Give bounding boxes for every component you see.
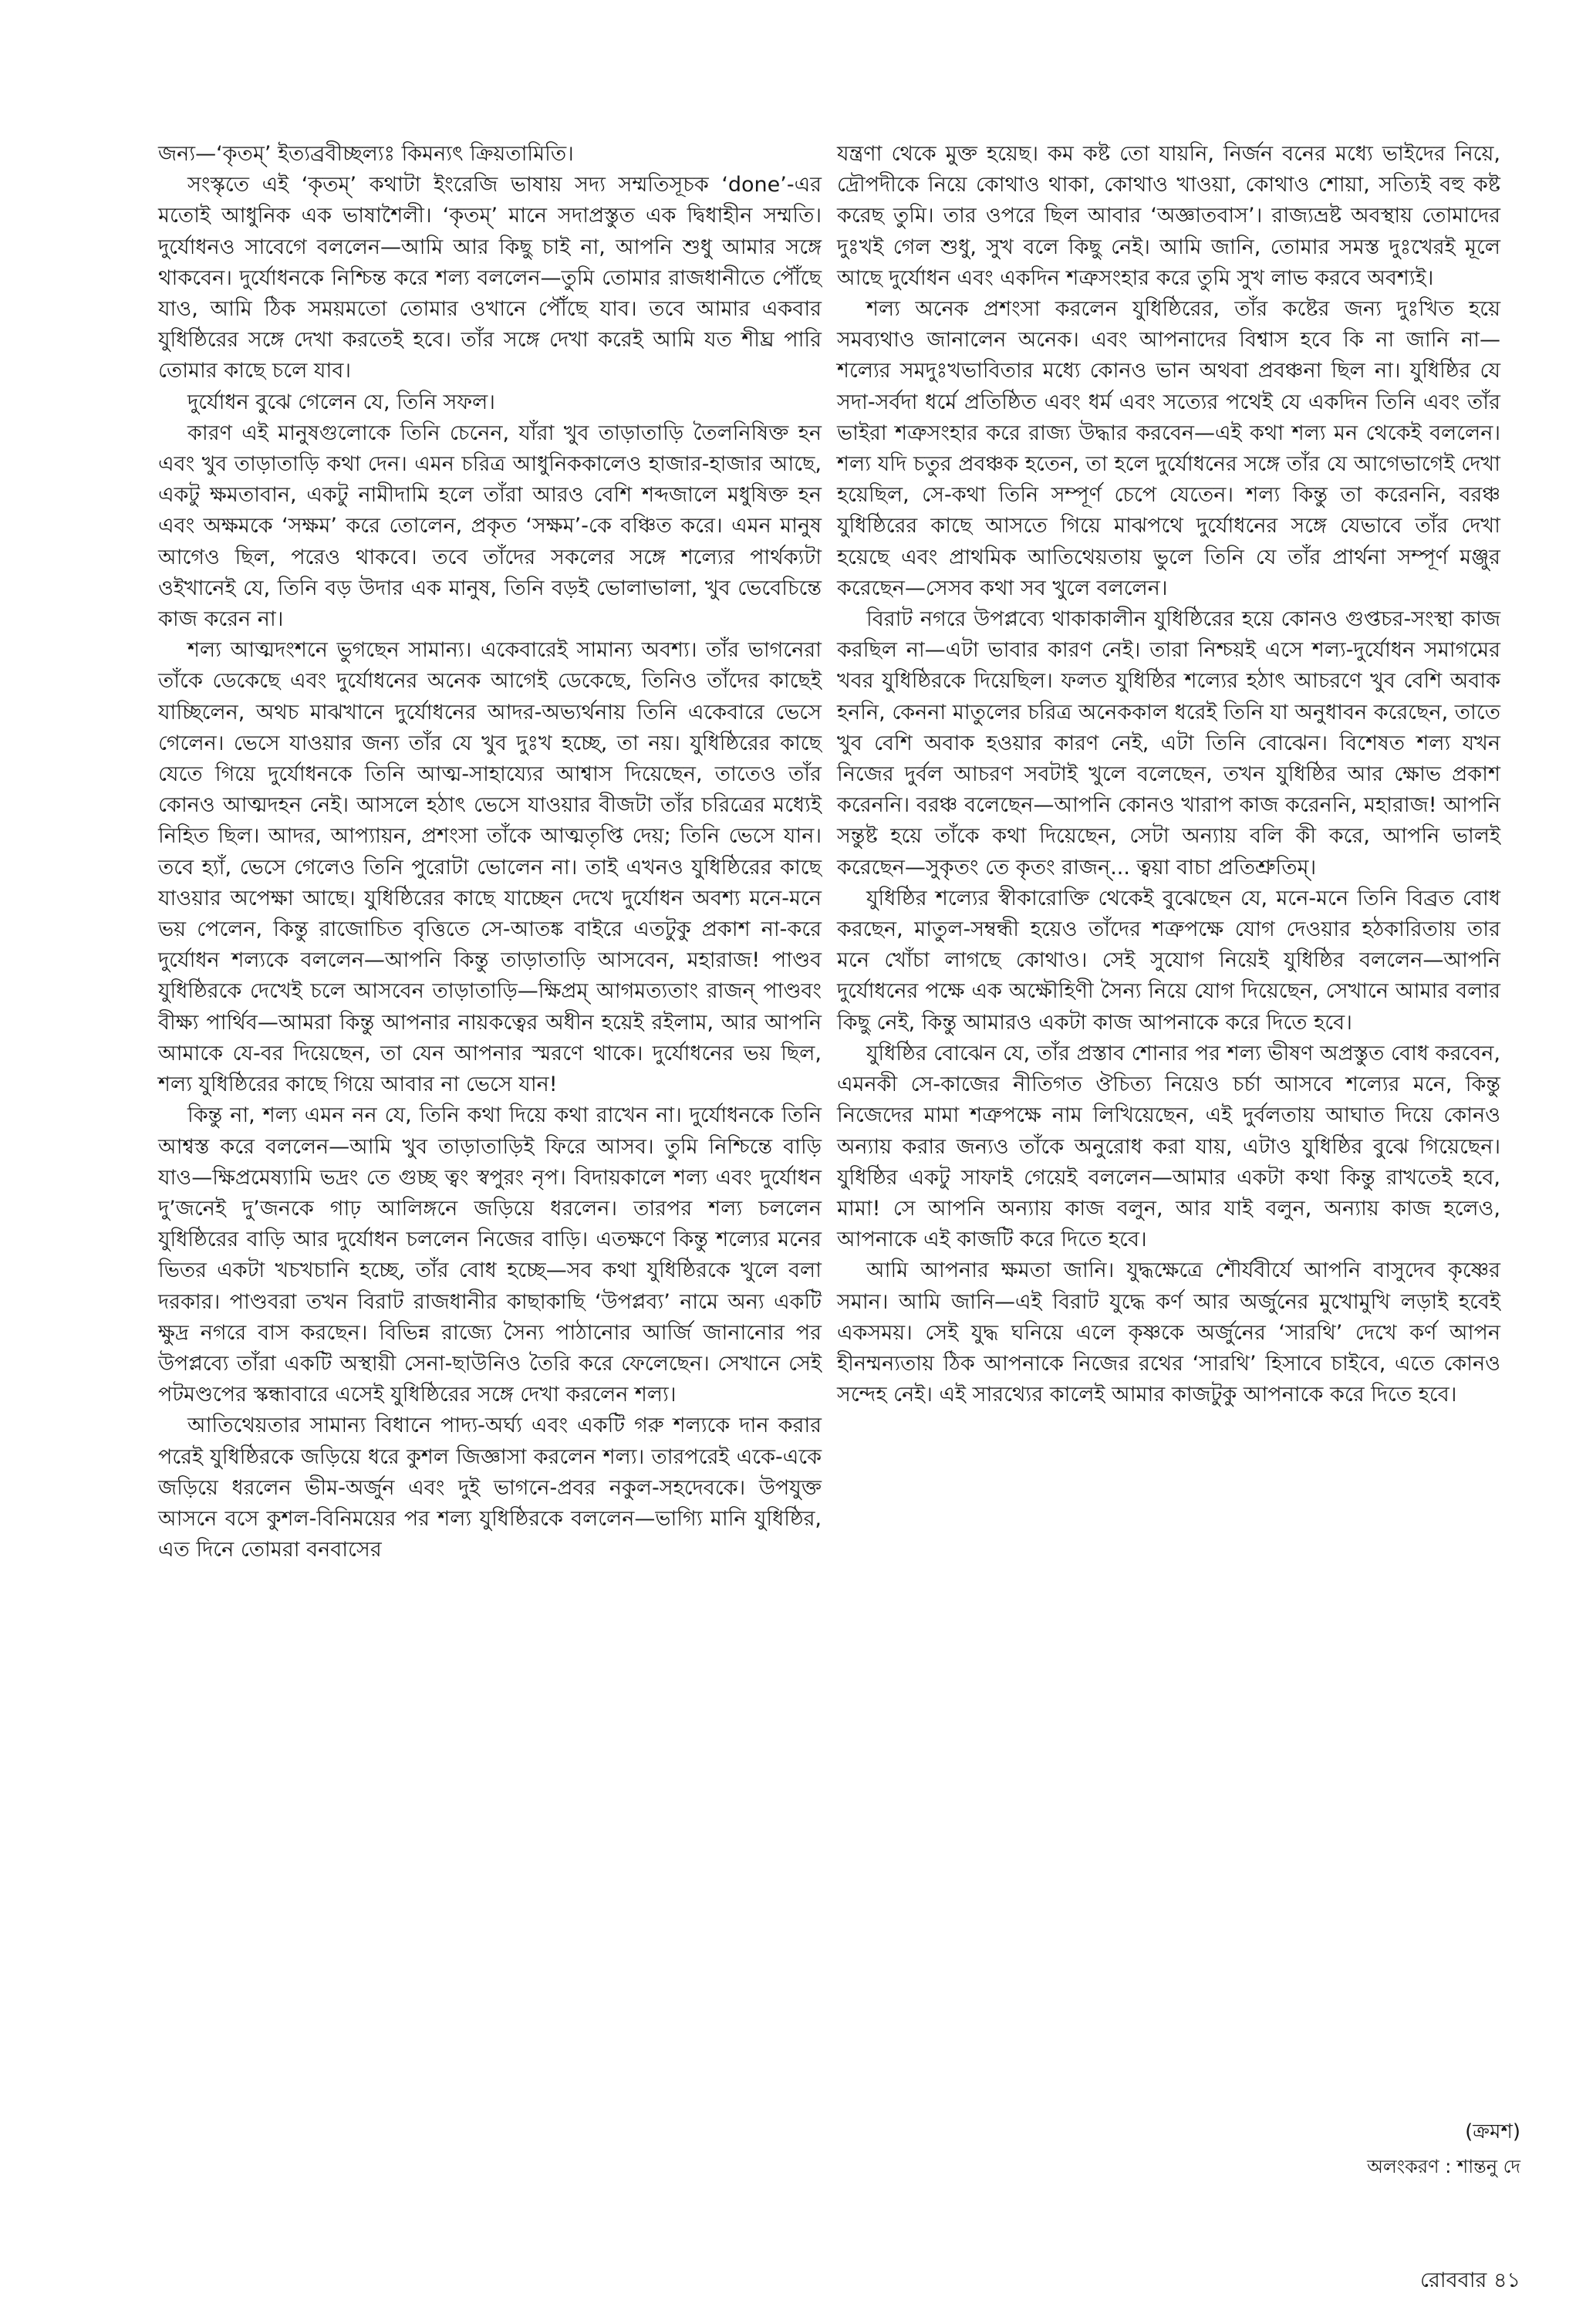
continued-marker: (ক্রমশ) — [1465, 2120, 1520, 2143]
paragraph: আতিথেয়তার সামান্য বিধানে পাদ্য-অর্ঘ্য এবং একটি গরু শল্যকে দান করার পরেই যুধিষ্ঠিরকে জড়িয়ে ধরে কুশল জিজ্ঞাসা করলেন শল্য। তারপরেই একে-একে জড়িয়ে ধরলেন ভীম-অর্জুন এবং দুই ভাগনে-প্রবর নকুল-সহদেবকে। উপযুক্ত আসনে বসে কুশল-বিনিময়ের পর শল্য যুধিষ্ঠিরকে বললেন—ভাগ্যি মানি যুধিষ্ঠির, এত দিনে তোমরা বনবাসের — [158, 1414, 822, 1562]
paragraph: সংস্কৃতে এই ‘কৃতম্’ কথাটা ইংরেজি ভাষায় সদ্য সম্মতিসূচক ‘done’-এর মতোই আধুনিক এক ভাষাশৈলী। ‘কৃতম্’ মানে সদাপ্রস্তুত এক দ্বিধাহীন সম্মতি। দুর্যোধনও সাবেগে বললেন—আমি আর কিছু চাই না, আপনি শুধু আমার সঙ্গে থাকবেন। দুর্যোধনকে নিশ্চিন্ত করে শল্য বললেন—তুমি তোমার রাজধানীতে পৌঁছে যাও, আমি ঠিক সময়মতো তোমার ওখানে পৌঁছে যাব। তবে আমার একবার যুধিষ্ঠিরের সঙ্গে দেখা করতেই হবে। তাঁর সঙ্গে দেখা করেই আমি যত শীঘ্র পারি তোমার কাছে চলে যাব। — [158, 173, 822, 383]
paragraph: কিন্তু না, শল্য এমন নন যে, তিনি কথা দিয়ে কথা রাখেন না। দুর্যোধনকে তিনি আশ্বস্ত করে বললেন—আমি খুব তাড়াতাড়িই ফিরে আসব। তুমি নিশ্চিন্তে বাড়ি যাও—ক্ষিপ্রমেষ্যামি ভদ্রং তে গুচ্ছ ত্বং স্বপুরং নৃপ। বিদায়কালে শল্য এবং দুর্যোধন দু’জনেই দু’জনকে গাঢ় আলিঙ্গনে জড়িয়ে ধরলেন। তারপর শল্য চললেন যুধিষ্ঠিরের বাড়ি আর দুর্যোধন চললেন নিজের বাড়ি। এতক্ষণে কিন্তু শল্যের মনের ভিতর একটা খচখচানি হচ্ছে, তাঁর বোধ হচ্ছে—সব কথা যুধিষ্ঠিরকে খুলে বলা দরকার। পাণ্ডবরা তখন বিরাট রাজধানীর কাছাকাছি ‘উপপ্লব্য’ নামে অন্য একটি ক্ষুদ্র নগরে বাস করছেন। বিভিন্ন রাজ্যে সৈন্য পাঠানোর আর্জি জানানোর পর উপপ্লব্যে তাঁরা একটি অস্থায়ী সেনা-ছাউনিও তৈরি করে ফেলেছেন। সেখানে সেই পটমণ্ডপের স্কন্ধাবারে এসেই যুধিষ্ঠিরের সঙ্গে দেখা করলেন শল্য। — [158, 1103, 822, 1407]
paragraph: বিরাট নগরে উপপ্লব্যে থাকাকালীন যুধিষ্ঠিরের হয়ে কোনও গুপ্তচর-সংস্থা কাজ করছিল না—এটা ভাবার কারণ নেই। তারা নিশ্চয়ই এসে শল্য-দুর্যোধন সমাগমের খবর যুধিষ্ঠিরকে দিয়েছিল। ফলত যুধিষ্ঠির শল্যের হঠাৎ আচরণে খুব বেশি অবাক হননি, কেননা মাতুলের চরিত্র অনেককাল ধরেই তিনি যা অনুধাবন করেছেন, তাতে খুব বেশি অবাক হওয়ার কারণ নেই, এটা তিনি বোঝেন। বিশেষত শল্য যখন নিজের দুর্বল আচরণ সবটাই খুলে বলেছেন, তখন যুধিষ্ঠির আর ক্ষোভ প্রকাশ করেননি। বরঞ্চ বলেছেন—আপনি কোনও খারাপ কাজ করেননি, মহারাজ! আপনি সন্তুষ্ট হয়ে তাঁকে কথা দিয়েছেন, সেটা অন্যায় বলি কী করে, আপনি ভালই করেছেন—সুকৃতং তে কৃতং রাজন্... ত্বয়া বাচা প্রতিশ্রুতিম্। — [837, 607, 1500, 880]
paragraph: যুধিষ্ঠির শল্যের স্বীকারোক্তি থেকেই বুঝেছেন যে, মনে-মনে তিনি বিব্রত বোধ করছেন, মাতুল-সম্বন্ধী হয়েও তাঁদের শত্রুপক্ষে যোগ দেওয়ার হঠকারিতায় তার মনে খোঁচা লাগছে কোথাও। সেই সুযোগ নিয়েই যুধিষ্ঠির বললেন—আপনি দুর্যোধনের পক্ষে এক অক্ষৌহিণী সৈন্য নিয়ে যোগ দিয়েছেন, সেখানে আমার বলার কিছু নেই, কিন্তু আমারও একটা কাজ আপনাকে করে দিতে হবে। — [837, 886, 1500, 1035]
paragraph: যন্ত্রণা থেকে মুক্ত হয়েছ। কম কষ্ট তো যায়নি, নির্জন বনের মধ্যে ভাইদের নিয়ে, দ্রৌপদীকে নিয়ে কোথাও থাকা, কোথাও খাওয়া, কোথাও শোয়া, সত্যিই বহু কষ্ট করেছ তুমি। তার ওপরে ছিল আবার ‘অজ্ঞাতবাস’। রাজ্যভ্রষ্ট অবস্থায় তোমাদের দুঃখই গেল শুধু, সুখ বলে কিছু নেই। আমি জানি, তোমার সমস্ত দুঃখেরই মূলে আছে দুর্যোধন এবং একদিন শত্রুসংহার করে তুমি সুখ লাভ করবে অবশ্যই। — [837, 142, 1500, 290]
paragraph: শল্য অনেক প্রশংসা করলেন যুধিষ্ঠিরের, তাঁর কষ্টের জন্য দুঃখিত হয়ে সমব্যথাও জানালেন অনেক। এবং আপনাদের বিশ্বাস হবে কি না জানি না—শল্যের সমদুঃখভাবিতার মধ্যে কোনও ভান অথবা প্রবঞ্চনা ছিল না। যুধিষ্ঠির যে সদা-সর্বদা ধর্মে প্রতিষ্ঠিত এবং ধর্ম এবং সত্যের পথেই যে একদিন তিনি এবং তাঁর ভাইরা শত্রুসংহার করে রাজ্য উদ্ধার করবেন—এই কথা শল্য মন থেকেই বললেন। শল্য যদি চতুর প্রবঞ্চক হতেন, তা হলে দুর্যোধনের সঙ্গে তাঁর যে আগেভাগেই দেখা হয়েছিল, সে-কথা তিনি সম্পূর্ণ চেপে যেতেন। শল্য কিন্তু তা করেননি, বরঞ্চ যুধিষ্ঠিরের কাছে আসতে গিয়ে মাঝপথে দুর্যোধনের সঙ্গে যেভাবে তাঁর দেখা হয়েছে এবং প্রাথমিক আতিথেয়তায় ভুলে তিনি যে তাঁর প্রার্থনা সম্পূর্ণ মঞ্জুর করেছেন—সেসব কথা সব খুলে বললেন। — [837, 297, 1500, 600]
paragraph: দুর্যোধন বুঝে গেলেন যে, তিনি সফল। — [187, 390, 495, 414]
illustration-credit: অলংকরণ : শান্তনু দে — [1367, 2156, 1520, 2177]
paragraph: যুধিষ্ঠির বোঝেন যে, তাঁর প্রস্তাব শোনার পর শল্য ভীষণ অপ্রস্তুত বোধ করবেন, এমনকী সে-কাজের নীতিগত ঔচিত্য নিয়েও চর্চা আসবে শল্যের মনে, কিন্তু নিজেদের মামা শত্রুপক্ষে নাম লিখিয়েছেন, এই দুর্বলতায় আঘাত দিয়ে কোনও অন্যায় করার জন্যও তাঁকে অনুরোধ করা যায়, এটাও যুধিষ্ঠির বুঝে গিয়েছেন। যুধিষ্ঠির একটু সাফাই গেয়েই বললেন—আমার একটা কথা কিন্তু রাখতেই হবে, মামা! সে আপনি অন্যায় কাজ বলুন, আর যাই বলুন, অন্যায় কাজ হলেও, আপনাকে এই কাজটি করে দিতে হবে। — [837, 1041, 1500, 1252]
left-column — [158, 139, 822, 1566]
paragraph: শল্য আত্মদংশনে ভুগছেন সামান্য। একেবারেই সামান্য অবশ্য। তাঁর ভাগনেরা তাঁকে ডেকেছে এবং দুর্যোধনের অনেক আগেই ডেকেছে, তিনিও তাঁদের কাছেই যাচ্ছিলেন, অথচ মাঝখানে দুর্যোধনের আদর-অভ্যর্থনায় তিনি একেবারে ভেসে গেলেন। ভেসে যাওয়ার জন্য তাঁর যে খুব দুঃখ হচ্ছে, তা নয়। যুধিষ্ঠিরের কাছে যেতে গিয়ে দুর্যোধনকে তিনি আত্ম-সাহায্যের আশ্বাস দিয়েছেন, তাতেও তাঁর কোনও আত্মদহন নেই। আসলে হঠাৎ ভেসে যাওয়ার বীজটা তাঁর চরিত্রের মধ্যেই নিহিত ছিল। আদর, আপ্যায়ন, প্রশংসা তাঁকে আত্মতৃপ্তি দেয়; তিনি ভেসে যান। তবে হ্যাঁ, ভেসে গেলেও তিনি পুরোটা ভোলেন না। তাই এখনও যুধিষ্ঠিরের কাছে যাওয়ার অপেক্ষা আছে। যুধিষ্ঠিরের কাছে যাচ্ছেন দেখে দুর্যোধন অবশ্য মনে-মনে ভয় পেলেন, কিন্তু রাজোচিত বৃত্তিতে সে-আতঙ্ক বাইরে এতটুকু প্রকাশ না-করে দুর্যোধন শল্যকে বললেন—আপনি কিন্তু তাড়াতাড়ি আসবেন, মহারাজ! পাণ্ডব যুধিষ্ঠিরকে দেখেই চলে আসবেন তাড়াতাড়ি—ক্ষিপ্রম্ আগমত্যতাং রাজন্ পাণ্ডবং বীক্ষ্য পার্থিব—আমরা কিন্তু আপনার নায়কত্বের অধীন হয়েই রইলাম, আর আপনি আমাকে যে-বর দিয়েছেন, তা যেন আপনার স্মরণে থাকে। দুর্যোধনের ভয় ছিল, শল্য যুধিষ্ঠিরের কাছে গিয়ে আবার না ভেসে যান! — [158, 638, 822, 1097]
paragraph: আমি আপনার ক্ষমতা জানি। যুদ্ধক্ষেত্রে শৌর্যবীর্যে আপনি বাসুদেব কৃষ্ণের সমান। আমি জানি—এই বিরাট যুদ্ধে কর্ণ আর অর্জুনের মুখোমুখি লড়াই হবেই একসময়। সেই যুদ্ধ ঘনিয়ে এলে কৃষ্ণকে অর্জুনের ‘সারথি’ দেখে কর্ণ আপন হীনম্মন্যতায় ঠিক আপনাকে নিজের রথের ‘সারথি’ হিসাবে চাইবে, এতে কোনও সন্দেহ নেই। এই সারথ্যের কালেই আমার কাজটুকু আপনাকে করে দিতে হবে। — [837, 1258, 1500, 1407]
paragraph: জন্য—‘কৃতম্’ ইত্যব্রবীচ্ছল্যঃ কিমন্যৎ ক্রিয়তামিতি। — [158, 142, 574, 166]
paragraph: কারণ এই মানুষগুলোকে তিনি চেনেন, যাঁরা খুব তাড়াতাড়ি তৈলনিষিক্ত হন এবং খুব তাড়াতাড়ি কথা দেন। এমন চরিত্র আধুনিককালেও হাজার-হাজার আছে, একটু ক্ষমতাবান, একটু নামীদামি হলে তাঁরা আরও বেশি শব্দজালে মধুষিক্ত হন এবং অক্ষমকে ‘সক্ষম’ করে তোলেন, প্রকৃত ‘সক্ষম’-কে বঞ্চিত করে। এমন মানুষ আগেও ছিল, পরেও থাকবে। তবে তাঁদের সকলের সঙ্গে শল্যের পার্থক্যটা ওইখানেই যে, তিনি বড় উদার এক মানুষ, তিনি বড়ই ভোলাভালা, খুব ভেবেচিন্তে কাজ করেন না। — [158, 421, 822, 632]
page-folio: রোববার ৪১ — [1420, 2268, 1520, 2292]
right-column — [837, 139, 1500, 1410]
